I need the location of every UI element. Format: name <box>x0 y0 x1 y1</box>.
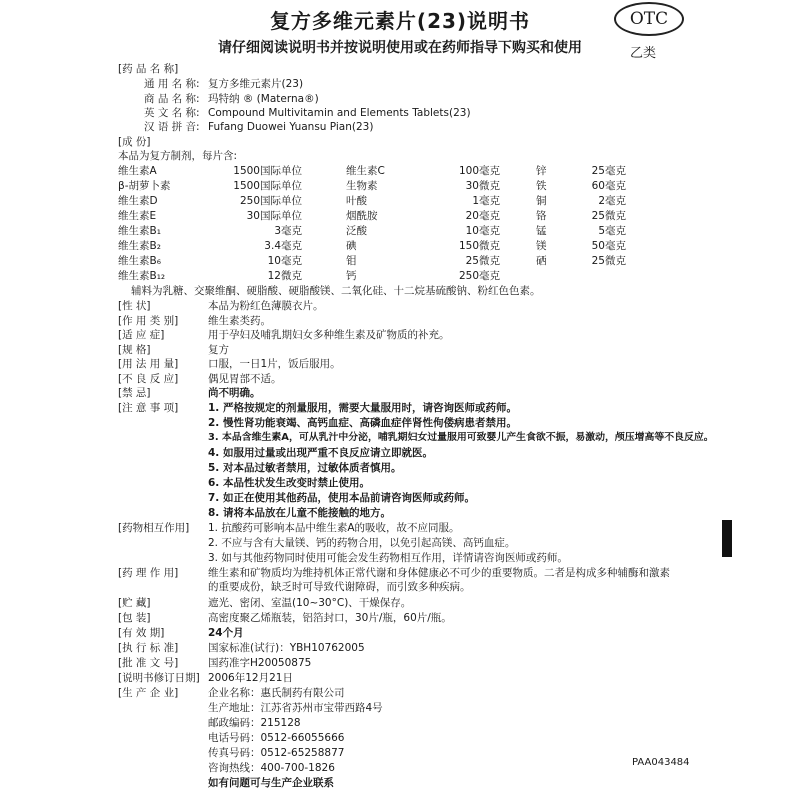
contra-value: 尚不明确。 <box>208 387 261 399</box>
validity-value: 24个月 <box>208 627 244 639</box>
ingredient-name: 铬 <box>536 210 547 222</box>
otc-badge: OTC <box>614 2 684 36</box>
ingredient-name: 镁 <box>536 240 547 252</box>
adverse-value: 偶见胃部不适。 <box>208 373 282 385</box>
revision-label: [说明书修订日期] <box>118 672 200 684</box>
precaution-item: 3. 本品含维生素A，可从乳汁中分泌，哺乳期妇女过量服用可致婴儿产生食欲不振，易激动，颅压增高等不良反应。 <box>208 432 714 443</box>
usage-label: [用 法 用 量] <box>118 358 179 370</box>
precaution-item: 4. 如服用过量或出现严重不良反应请立即就医。 <box>208 447 433 459</box>
document-title: 复方多维元素片(23)说明书 <box>269 9 531 33</box>
indication-value: 用于孕妇及哺乳期妇女多种维生素及矿物质的补充。 <box>208 329 450 341</box>
standard-label: [执 行 标 准] <box>118 642 179 654</box>
pharmacology-line: 的重要成份，缺乏时可导致代谢障碍，而引致多种疾病。 <box>208 581 471 593</box>
ingredient-name: β-胡萝卜素 <box>118 180 171 192</box>
ingredient-amount: 25微克 <box>591 210 626 222</box>
ingredient-name: 烟酰胺 <box>346 210 378 222</box>
manufacturer-postcode: 邮政编码：215128 <box>208 717 301 729</box>
revision-value: 2006年12月21日 <box>208 672 293 684</box>
ingredient-amount: 3.4毫克 <box>264 240 302 252</box>
manufacturer-hotline: 咨询热线：400-700-1826 <box>208 762 335 774</box>
ingredient-name: 维生素B₁ <box>118 225 161 237</box>
precaution-item: 2. 慢性肾功能衰竭、高钙血症、高磷血症伴肾性佝偻病患者禁用。 <box>208 417 517 429</box>
ingredient-name: 维生素D <box>118 195 158 207</box>
composition-intro: 本品为复方制剂，每片含: <box>118 150 238 162</box>
ingredient-name: 钼 <box>346 255 357 267</box>
ingredient-name: 硒 <box>536 255 547 267</box>
ingredient-name: 维生素E <box>118 210 157 222</box>
indication-label: [适 应 症] <box>118 329 165 341</box>
ingredient-name: 维生素A <box>118 165 157 177</box>
ingredient-amount: 50毫克 <box>591 240 626 252</box>
drug-name-section: [药 品 名 称] <box>118 63 179 75</box>
manufacturer-address: 生产地址：江苏省苏州市宝带西路4号 <box>208 702 383 714</box>
pharmacology-label: [药 理 作 用] <box>118 567 179 579</box>
ingredient-name: 维生素C <box>346 165 385 177</box>
english-name-label: 英 文 名 称: <box>144 107 200 119</box>
ingredient-amount: 25微克 <box>591 255 626 267</box>
pharmacology-line: 维生素和矿物质均为维持机体正常代谢和身体健康必不可少的重要物质。二者是构成多种辅酶和激素 <box>208 567 670 579</box>
ingredient-amount: 100毫克 <box>458 165 500 177</box>
ingredient-amount: 3毫克 <box>274 225 302 237</box>
ingredient-amount: 30国际单位 <box>246 210 302 222</box>
document-subtitle: 请仔细阅读说明书并按说明使用或在药师指导下购买和使用 <box>218 40 582 56</box>
ingredient-amount: 1500国际单位 <box>233 180 302 192</box>
adverse-label: [不 良 反 应] <box>118 373 179 385</box>
ingredient-amount: 60毫克 <box>591 180 626 192</box>
excipients: 辅料为乳糖、交聚维酮、硬脂酸、硬脂酸镁、二氧化硅、十二烷基硫酸钠、粉红色色素。 <box>131 285 541 297</box>
ingredient-amount: 5毫克 <box>598 225 626 237</box>
validity-label: [有 效 期] <box>118 627 165 639</box>
manufacturer-phone: 电话号码：0512-66055666 <box>208 732 345 744</box>
ingredient-name: 钙 <box>346 270 357 282</box>
contra-label: [禁 忌] <box>118 387 151 399</box>
storage-label: [贮 藏] <box>118 597 151 609</box>
ingredient-amount: 2毫克 <box>598 195 626 207</box>
ingredient-name: 维生素B₂ <box>118 240 161 252</box>
ingredient-amount: 25微克 <box>465 255 500 267</box>
ingredient-amount: 250国际单位 <box>239 195 302 207</box>
approval-value: 国药准字H20050875 <box>208 657 312 669</box>
ingredient-name: 生物素 <box>346 180 378 192</box>
ingredient-name: 维生素B₁₂ <box>118 270 166 282</box>
spec-label: [规 格] <box>118 344 151 356</box>
standard-value: 国家标准(试行)：YBH10762005 <box>208 642 365 654</box>
pinyin-label: 汉 语 拼 音: <box>144 121 200 133</box>
manufacturer-name: 企业名称：惠氏制药有限公司 <box>208 687 345 699</box>
ingredient-name: 碘 <box>346 240 357 252</box>
spec-value: 复方 <box>208 344 229 356</box>
interaction-item: 1. 抗酸药可影响本品中维生素A的吸收，故不应同服。 <box>208 522 460 534</box>
generic-name-label: 通 用 名 称: <box>144 78 200 90</box>
approval-label: [批 准 文 号] <box>118 657 179 669</box>
manufacturer-label: [生 产 企 业] <box>118 687 179 699</box>
precaution-item: 8. 请将本品放在儿童不能接触的地方。 <box>208 507 391 519</box>
interaction-item: 3. 如与其他药物同时使用可能会发生药物相互作用，详情请咨询医师或药师。 <box>208 552 568 564</box>
package-value: 高密度聚乙烯瓶装，铝箔封口，30片/瓶，60片/瓶。 <box>208 612 452 624</box>
ingredient-amount: 12微克 <box>267 270 302 282</box>
ingredient-amount: 1500国际单位 <box>233 165 302 177</box>
manufacturer-fax: 传真号码：0512-65258877 <box>208 747 345 759</box>
precaution-item: 6. 本品性状发生改变时禁止使用。 <box>208 477 370 489</box>
interactions-label: [药物相互作用] <box>118 522 190 534</box>
package-label: [包 装] <box>118 612 151 624</box>
ingredient-name: 泛酸 <box>346 225 367 237</box>
storage-value: 遮光、密闭、室温(10~30°C)、干燥保存。 <box>208 597 412 609</box>
trade-name: 玛特纳 ® (Materna®) <box>208 93 319 105</box>
ingredient-amount: 25毫克 <box>591 165 626 177</box>
ingredient-amount: 150微克 <box>458 240 500 252</box>
ingredient-amount: 250毫克 <box>458 270 500 282</box>
character-label: [性 状] <box>118 300 151 312</box>
precaution-item: 1. 严格按规定的剂量服用，需要大量服用时，请咨询医师或药师。 <box>208 402 517 414</box>
print-mark-bar <box>722 520 732 557</box>
precaution-item: 5. 对本品过敏者禁用，过敏体质者慎用。 <box>208 462 402 474</box>
ingredient-name: 铜 <box>536 195 547 207</box>
trade-name-label: 商 品 名 称: <box>144 93 200 105</box>
otc-class-label: 乙类 <box>630 46 657 61</box>
ingredient-amount: 30微克 <box>465 180 500 192</box>
document-code: PAA043484 <box>632 757 690 768</box>
ingredient-name: 铁 <box>536 180 547 192</box>
precaution-item: 7. 如正在使用其他药品，使用本品前请咨询医师或药师。 <box>208 492 475 504</box>
english-name: Compound Multivitamin and Elements Tablets(23) <box>208 107 471 119</box>
interaction-item: 2. 不应与含有大量镁、钙的药物合用，以免引起高镁、高钙血症。 <box>208 537 516 549</box>
character-value: 本品为粉红色薄膜衣片。 <box>208 300 324 312</box>
generic-name: 复方多维元素片(23) <box>208 78 304 90</box>
usage-value: 口服，一日1片，饭后服用。 <box>208 358 341 370</box>
ingredient-name: 维生素B₆ <box>118 255 161 267</box>
ingredient-amount: 1毫克 <box>472 195 500 207</box>
precautions-label: [注 意 事 项] <box>118 402 179 414</box>
ingredient-name: 锌 <box>536 165 547 177</box>
ingredient-amount: 20毫克 <box>465 210 500 222</box>
composition-section: [成 份] <box>118 136 151 148</box>
category-value: 维生素类药。 <box>208 315 271 327</box>
pinyin-name: Fufang Duowei Yuansu Pian(23) <box>208 121 374 133</box>
ingredient-amount: 10毫克 <box>267 255 302 267</box>
contact-note: 如有问题可与生产企业联系 <box>208 777 334 789</box>
ingredient-amount: 10毫克 <box>465 225 500 237</box>
ingredient-name: 锰 <box>536 225 547 237</box>
ingredient-name: 叶酸 <box>346 195 367 207</box>
category-label: [作 用 类 别] <box>118 315 179 327</box>
